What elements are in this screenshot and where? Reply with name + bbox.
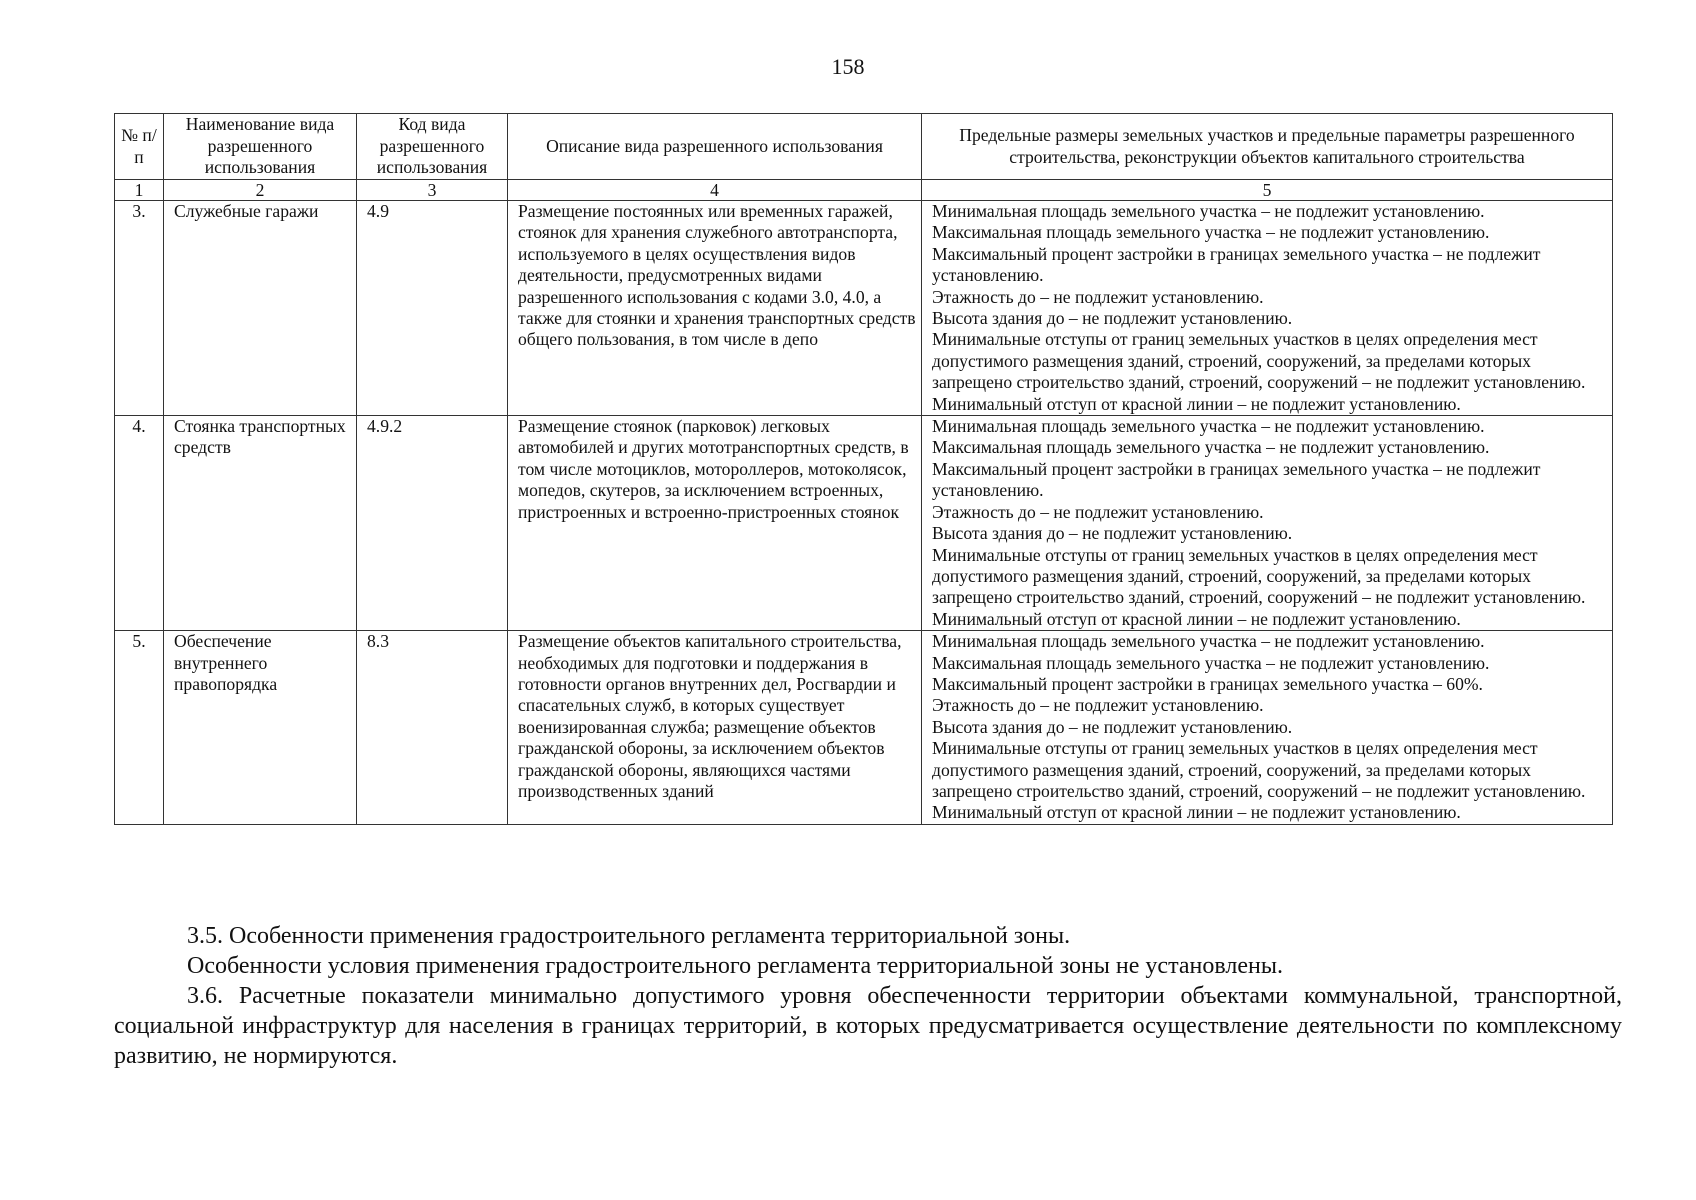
- row-use-description: Размещение стоянок (парковок) легковых автомобилей и других мототранспортных средств, в том числе мотоциклов, мотороллеров, мотоколясок, мопедов, скутеров, за исключением встроенных, пристроенных и встроенно-пристроенных стоянок: [508, 416, 922, 631]
- row-number: 3.: [115, 201, 164, 416]
- row-number: 5.: [115, 631, 164, 825]
- parameter-line: Минимальный отступ от красной линии – не подлежит установлению.: [932, 608, 1461, 629]
- paragraph-3-5: 3.5. Особенности применения градостроительного регламента территориальной зоны.: [187, 923, 1071, 949]
- table-row: [115, 416, 1613, 631]
- body-text: [114, 921, 1622, 1071]
- parameter-line: Минимальная площадь земельного участка – не подлежит установлению.: [932, 631, 1485, 652]
- row-use-name: Обеспечение внутреннего правопорядка: [164, 631, 357, 825]
- parameter-line: Этажность до – не подлежит установлению.: [932, 695, 1264, 716]
- row-use-description: Размещение постоянных или временных гаражей, стоянок для хранения служебного автотранспорта, используемого в целях осуществления видов деятельности, предусмотренных видами разрешенного использования с кодами 3.0, 4.0, а также для стоянки и хранения транспортных средств общего пользования, в том числе в депо: [508, 201, 922, 416]
- row-use-description: Размещение объектов капитального строительства, необходимых для подготовки и поддержания в готовности органов внутренних дел, Росгвардии и спасательных служб, в которых существует военизированная служба; размещение объектов гражданской обороны, за исключением объектов гражданской обороны, являющихся частями производственных зданий: [508, 631, 922, 825]
- header-number: № п/п: [115, 114, 164, 180]
- row-use-code: 8.3: [357, 631, 508, 825]
- parameter-line: Минимальный отступ от красной линии – не подлежит установлению.: [932, 802, 1461, 823]
- table-header-row: [115, 114, 1613, 180]
- table-row: [115, 201, 1613, 416]
- row-use-name: Стоянка транспортных средств: [164, 416, 357, 631]
- parameter-line: Максимальная площадь земельного участка – не подлежит установлению.: [932, 437, 1490, 458]
- row-number: 4.: [115, 416, 164, 631]
- row-use-code: 4.9: [357, 201, 508, 416]
- parameter-line: Высота здания до – не подлежит установлению.: [932, 716, 1293, 737]
- row-limit-parameters: [922, 416, 1613, 631]
- regulation-table: [114, 113, 1613, 825]
- parameter-line: Максимальный процент застройки в границах земельного участка – 60%.: [932, 673, 1483, 694]
- parameter-line: Минимальный отступ от красной линии – не подлежит установлению.: [932, 393, 1461, 414]
- header-use-code: Код вида разрешенного использования: [357, 114, 508, 180]
- parameter-line: Максимальная площадь земельного участка – не подлежит установлению.: [932, 222, 1490, 243]
- column-number: 4: [508, 180, 922, 201]
- row-limit-parameters: [922, 631, 1613, 825]
- paragraph-features: Особенности условия применения градостроительного регламента территориальной зоны не установлены.: [187, 953, 1283, 979]
- parameter-line: Максимальный процент застройки в границах земельного участка – не подлежит установлению.: [932, 243, 1541, 286]
- row-use-name: Служебные гаражи: [164, 201, 357, 416]
- row-use-code: 4.9.2: [357, 416, 508, 631]
- column-number: 2: [164, 180, 357, 201]
- column-number: 5: [922, 180, 1613, 201]
- header-use-description: Описание вида разрешенного использования: [508, 114, 922, 180]
- header-limit-parameters: Предельные размеры земельных участков и предельные параметры разрешенного строительства, реконструкции объектов капитального строительства: [922, 114, 1613, 180]
- table-row: [115, 631, 1613, 825]
- row-limit-parameters: [922, 201, 1613, 416]
- parameter-line: Максимальный процент застройки в границах земельного участка – не подлежит установлению.: [932, 458, 1541, 501]
- parameter-line: Минимальная площадь земельного участка – не подлежит установлению.: [932, 201, 1485, 221]
- parameter-line: Этажность до – не подлежит установлению.: [932, 286, 1264, 307]
- parameter-line: Этажность до – не подлежит установлению.: [932, 501, 1264, 522]
- parameter-line: Минимальные отступы от границ земельных участков в целях определения мест допустимого размещения зданий, строений, сооружений, за пределами которых запрещено строительство зданий, строений, сооружений – не подлежит установлению.: [932, 544, 1586, 608]
- parameter-line: Максимальная площадь земельного участка – не подлежит установлению.: [932, 652, 1490, 673]
- parameter-line: Минимальные отступы от границ земельных участков в целях определения мест допустимого размещения зданий, строений, сооружений, за пределами которых запрещено строительство зданий, строений, сооружений – не подлежит установлению.: [932, 329, 1586, 393]
- parameter-line: Высота здания до – не подлежит установлению.: [932, 523, 1293, 544]
- column-number: 1: [115, 180, 164, 201]
- column-number: 3: [357, 180, 508, 201]
- header-use-name: Наименование вида разрешенного использования: [164, 114, 357, 180]
- page-number: 158: [831, 54, 865, 79]
- parameter-line: Минимальные отступы от границ земельных участков в целях определения мест допустимого размещения зданий, строений, сооружений, за пределами которых запрещено строительство зданий, строений, сооружений – не подлежит установлению.: [932, 738, 1586, 801]
- parameter-line: Минимальная площадь земельного участка – не подлежит установлению.: [932, 416, 1485, 437]
- column-number-row: [115, 180, 1613, 201]
- parameter-line: Высота здания до – не подлежит установлению.: [932, 308, 1293, 329]
- paragraph-3-6: 3.6. Расчетные показатели минимально допустимого уровня обеспеченности территории объектами коммунальной, транспортной, социальной инфраструктур для населения в границах территорий, в которых предусматривается осуществление деятельности по комплексному развитию, не нормируются.: [114, 983, 1622, 1069]
